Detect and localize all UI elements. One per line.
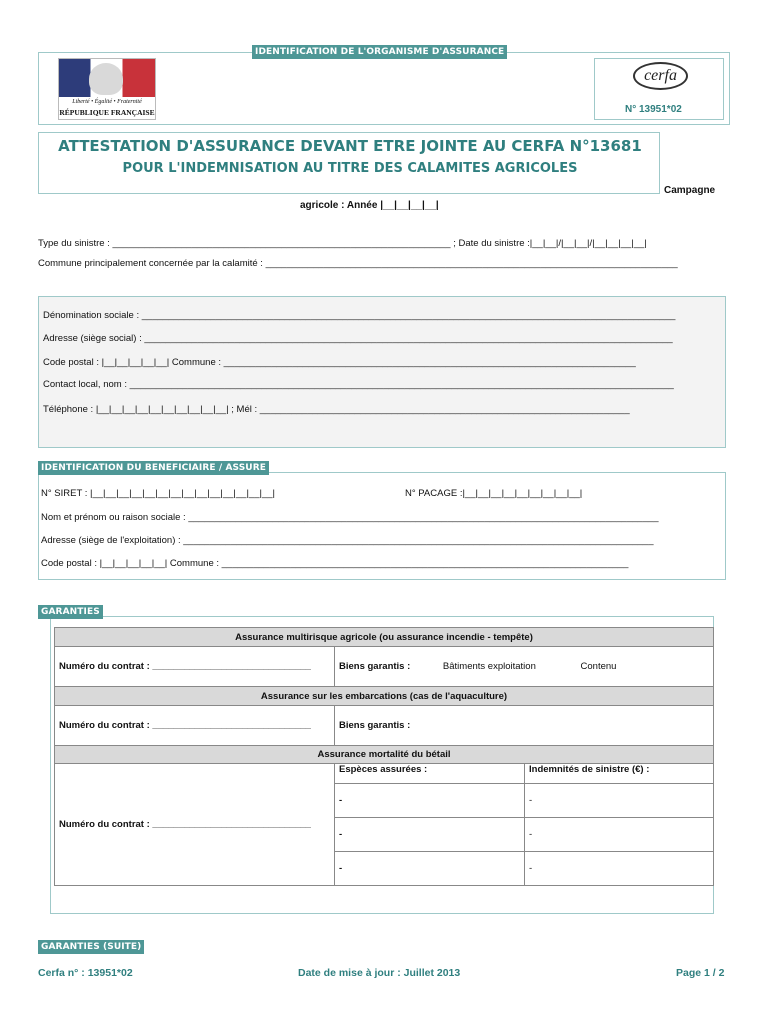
nom-raison-sociale-field[interactable]: Nom et prénom ou raison sociale : _________________________________________________________________________________________	[41, 512, 659, 523]
code-postal-organisme-field[interactable]: Code postal : |__|__|__|__|__| Commune : ______________________________________________________________________________	[43, 357, 636, 368]
commune-calamite-field[interactable]: Commune principalement concernée par la calamité : ______________________________________________________________________________	[38, 258, 678, 269]
biens-garantis-label: Biens garantis :	[339, 661, 411, 672]
logo-motto: Liberté • Égalité • Fraternité	[72, 99, 142, 105]
footer-update-date: Date de mise à jour : Juillet 2013	[298, 967, 461, 979]
telephone-mel-field[interactable]: Téléphone : |__|__|__|__|__|__|__|__|__|__| ; Mél : ______________________________________________________________________	[43, 404, 630, 415]
embarcations-header: Assurance sur les embarcations (cas de l'aquaculture)	[55, 687, 714, 706]
title-line-1: ATTESTATION D'ASSURANCE DEVANT ETRE JOINTE AU CERFA N°13681	[58, 137, 642, 155]
footer-page-number: Page 1 / 2	[676, 967, 725, 979]
section-label-garanties: GARANTIES	[38, 605, 103, 619]
garanties-table	[54, 627, 714, 886]
code-postal-beneficiaire-field[interactable]: Code postal : |__|__|__|__|__| Commune : _____________________________________________________________________________	[41, 558, 629, 569]
pacage-field[interactable]: N° PACAGE :|__|__|__|__|__|__|__|__|__|	[405, 488, 583, 499]
multirisque-header: Assurance multirisque agricole (ou assurance incendie - tempête)	[55, 628, 714, 647]
annee-field[interactable]: agricole : Année |__|__|__|__|	[300, 200, 439, 211]
campagne-label: Campagne	[664, 185, 716, 196]
indemnite-row-1[interactable]: -	[525, 784, 714, 818]
siret-field[interactable]: N° SIRET : |__|__|__|__|__|__|__|__|__|__|__|__|__|__|	[41, 488, 275, 499]
marianne-profile-icon	[89, 63, 123, 95]
denomination-field[interactable]: Dénomination sociale : _____________________________________________________________________________________________________	[43, 310, 676, 321]
section-label-beneficiaire: IDENTIFICATION DU BENEFICIAIRE / ASSURE	[38, 461, 269, 475]
logo-republic: RÉPUBLIQUE FRANÇAISE	[59, 108, 155, 117]
contrat-embarcations-field[interactable]: Numéro du contrat : ______________________________	[55, 706, 335, 746]
adresse-siege-field[interactable]: Adresse (siège social) : ____________________________________________________________________________________________________	[43, 333, 673, 344]
section-label-organisme: IDENTIFICATION DE L'ORGANISME D'ASSURANCE	[252, 45, 507, 59]
espece-row-1[interactable]: -	[335, 784, 525, 818]
contrat-multirisque-field[interactable]: Numéro du contrat : ______________________________	[55, 647, 335, 687]
cerfa-logo: cerfa	[633, 62, 688, 90]
type-sinistre-field[interactable]: Type du sinistre : ________________________________________________________________ ; Date du sinistre :|__|__|/|__|__|/|__|__|__|__|	[38, 238, 647, 249]
espece-row-3[interactable]: -	[335, 852, 525, 886]
indemnites-label: Indemnités de sinistre (€) :	[525, 764, 714, 784]
section-label-garanties-suite: GARANTIES (SUITE)	[38, 940, 144, 954]
batiments-option[interactable]: Bâtiments exploitation	[442, 661, 536, 672]
contrat-mortalite-field[interactable]: Numéro du contrat : ______________________________	[55, 764, 335, 886]
contenu-option[interactable]: Contenu	[580, 661, 617, 672]
marianne-logo	[58, 58, 156, 120]
adresse-exploitation-field[interactable]: Adresse (siège de l'exploitation) : _________________________________________________________________________________________	[41, 535, 654, 546]
contact-local-field[interactable]: Contact local, nom : _______________________________________________________________________________________________________	[43, 379, 674, 390]
cerfa-number: N° 13951*02	[625, 104, 682, 115]
biens-multirisque-cell	[335, 647, 714, 687]
biens-embarcations-label: Biens garantis :	[335, 706, 714, 746]
especes-label: Espèces assurées :	[335, 764, 525, 784]
footer-cerfa-number: Cerfa n° : 13951*02	[38, 967, 133, 979]
espece-row-2[interactable]: -	[335, 818, 525, 852]
title-line-2: POUR L'INDEMNISATION AU TITRE DES CALAMITES AGRICOLES	[122, 161, 578, 176]
indemnite-row-2[interactable]: -	[525, 818, 714, 852]
indemnite-row-3[interactable]: -	[525, 852, 714, 886]
mortalite-header: Assurance mortalité du bétail	[55, 746, 714, 764]
title-box	[38, 132, 660, 194]
